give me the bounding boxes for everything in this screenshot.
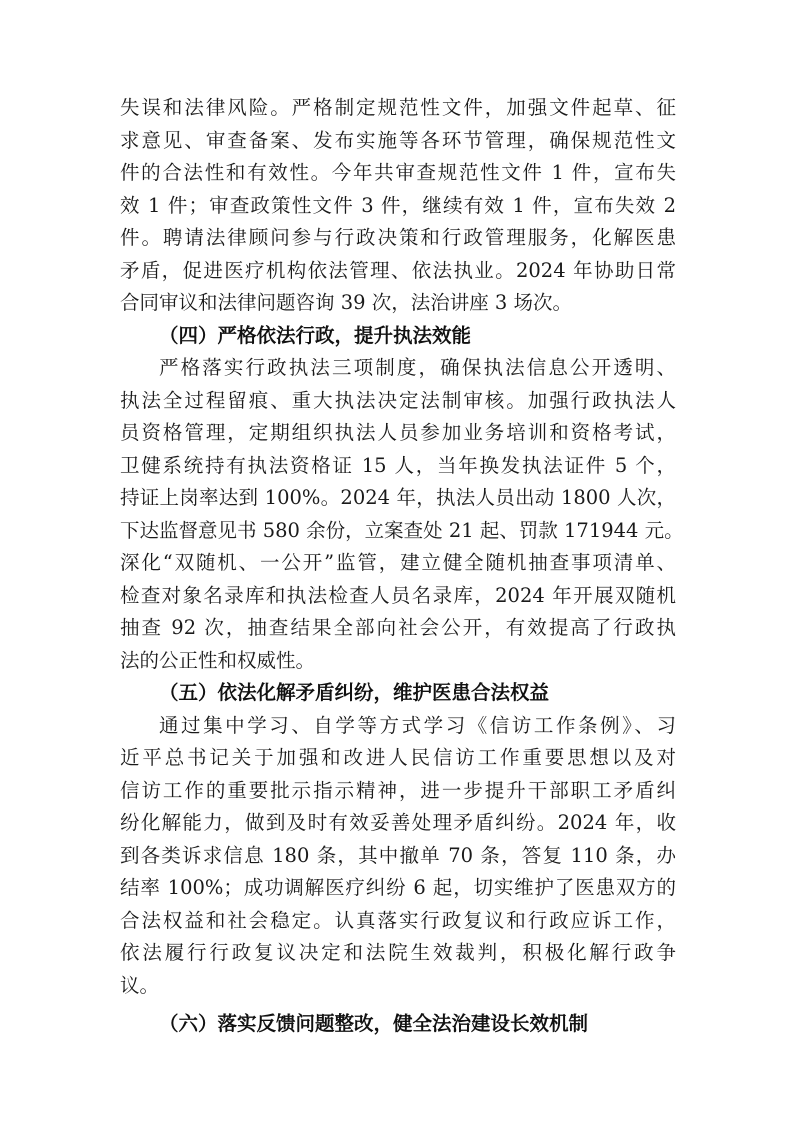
text-line: 通过集中学习、自学等方式学习《信访工作条例》、习 — [159, 713, 676, 737]
section-heading-4: （四）严格依法行政，提升执法效能 — [159, 323, 472, 347]
text-line: 纷化解能力，做到及时有效妥善处理矛盾纠纷。2024 年，收 — [120, 811, 676, 834]
paragraph-law-enforcement — [120, 352, 684, 677]
text-line: 结率 100%；成功调解医疗纠纷 6 起，切实维护了医患双方的 — [120, 876, 676, 899]
text-line: 检查对象名录库和执法检查人员名录库，2024 年开展双随机 — [120, 583, 676, 607]
text-line: 议。 — [120, 973, 160, 997]
document-body — [120, 92, 684, 1041]
text-line: 件的合法性和有效性。今年共审查规范性文件 1 件，宣布失 — [120, 161, 676, 184]
text-line: 合同审议和法律问题咨询 39 次，法治讲座 3 场次。 — [120, 291, 573, 314]
text-line: 件。聘请法律顾问参与行政决策和行政管理服务，化解医患 — [120, 226, 676, 249]
text-line: 效 1 件；审查政策性文件 3 件，继续有效 1 件，宣布失效 2 — [120, 193, 676, 217]
section-heading-6: （六）落实反馈问题整改，健全法治建设长效机制 — [159, 1012, 589, 1035]
text-line: 执法全过程留痕、重大执法决定法制审核。加强行政执法人 — [120, 388, 676, 412]
text-line: 信访工作的重要批示指示精神，进一步提升干部职工矛盾纠 — [120, 778, 676, 802]
text-line: 失误和法律风险。严格制定规范性文件，加强文件起草、征 — [120, 96, 676, 119]
section-heading-5: （五）依法化解矛盾纠纷，维护医患合法权益 — [159, 681, 550, 704]
text-line: 卫健系统持有执法资格证 15 人，当年换发执法证件 5 个， — [120, 453, 676, 477]
paragraph-legal-risk — [120, 92, 676, 320]
text-line: 求意见、审查备案、发布实施等各环节管理，确保规范性文 — [120, 128, 676, 152]
text-line: 下达监督意见书 580 余份，立案查处 21 起、罚款 171944 元。 — [120, 518, 684, 542]
text-line: 持证上岗率达到 100%。2024 年，执法人员出动 1800 人次， — [120, 486, 676, 509]
text-line: 深化“双随机、一公开”监管，建立健全随机抽查事项清单、 — [120, 551, 676, 574]
text-line: 近平总书记关于加强和改进人民信访工作重要思想以及对 — [120, 746, 676, 769]
text-line: 严格落实行政执法三项制度，确保执法信息公开透明、 — [159, 356, 676, 379]
paragraph-dispute-resolution — [120, 710, 676, 1003]
text-line: 合法权益和社会稳定。认真落实行政复议和行政应诉工作， — [120, 908, 676, 932]
text-line: 抽查 92 次，抽查结果全部向社会公开，有效提高了行政执 — [120, 616, 676, 639]
text-line: 员资格管理，定期组织执法人员参加业务培训和资格考试， — [120, 421, 676, 444]
text-line: 法的公正性和权威性。 — [120, 648, 316, 672]
text-line: 依法履行行政复议决定和法院生效裁判，积极化解行政争 — [120, 941, 676, 964]
text-line: 到各类诉求信息 180 条，其中撤单 70 条，答复 110 条，办 — [120, 843, 676, 867]
text-line: 矛盾，促进医疗机构依法管理、依法执业。2024 年协助日常 — [120, 258, 676, 282]
